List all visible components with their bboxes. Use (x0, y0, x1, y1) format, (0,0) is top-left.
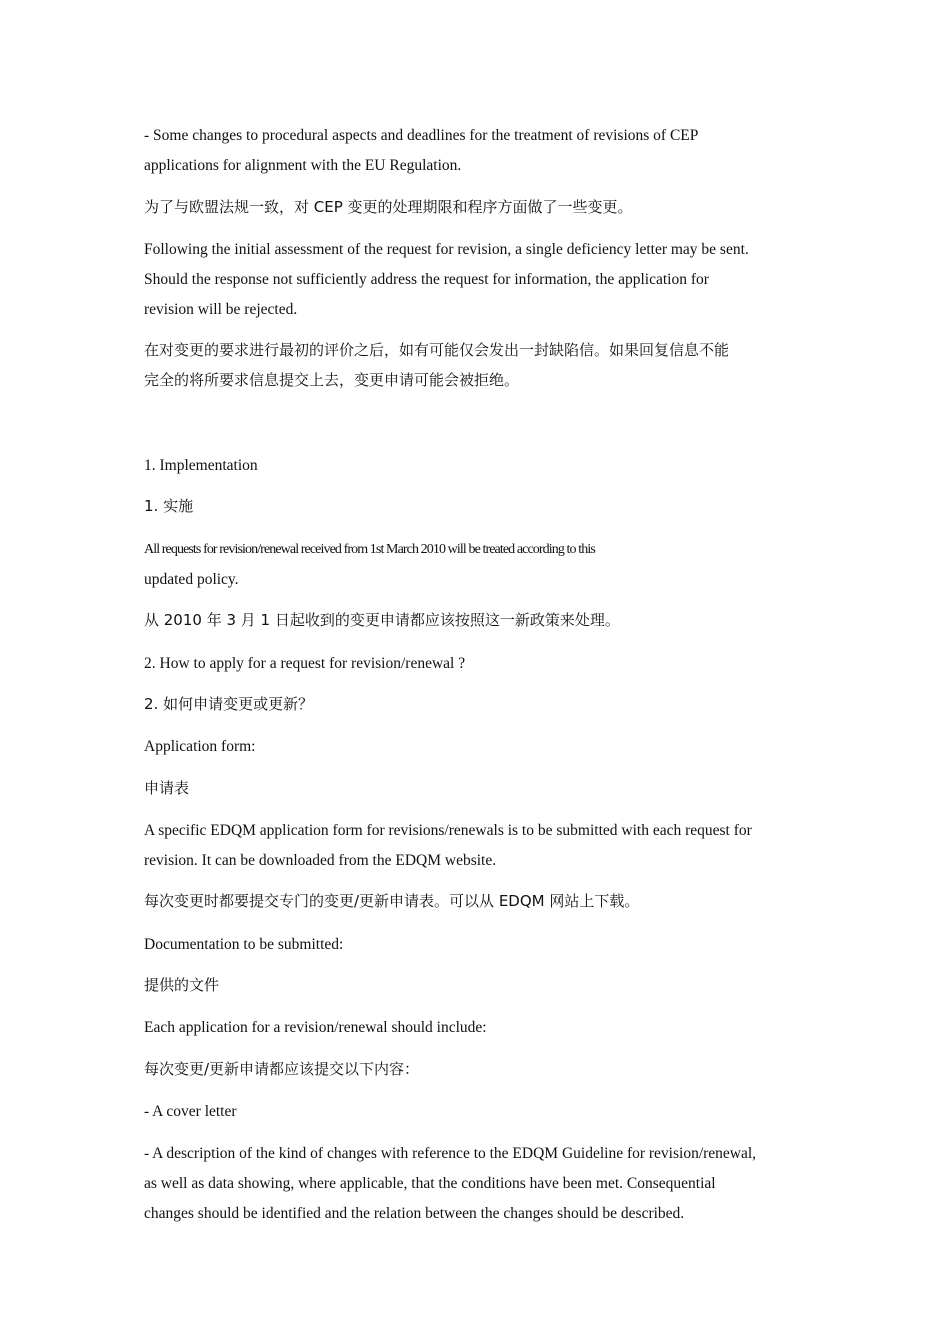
text-line: 每次变更时都要提交专门的变更/更新申请表。可以从 EDQM 网站上下载。 (144, 892, 640, 910)
paragraph-implementation-en (144, 535, 824, 595)
paragraph-deficiency-zh (144, 335, 824, 395)
paragraph-intro-en (144, 121, 824, 181)
text-line: 申请表 (144, 779, 190, 797)
text-line: revision. It can be downloaded from the EDQM website. (144, 852, 497, 869)
text-line: 为了与欧盟法规一致，对 CEP 变更的处理期限和程序方面做了一些变更。 (144, 198, 633, 216)
text-line: applications for alignment with the EU Regulation. (144, 157, 462, 174)
list-item-cover-letter (144, 1097, 824, 1127)
heading-how-to-en (144, 649, 824, 679)
text-line: 每次变更/更新申请都应该提交以下内容： (144, 1060, 420, 1078)
text-line: A specific EDQM application form for revisions/renewals is to be submitted with each request for (144, 822, 752, 839)
text-line: revision will be rejected. (144, 301, 298, 318)
text-line: 从 2010 年 3 月 1 日起收到的变更申请都应该按照这一新政策来处理。 (144, 611, 620, 629)
text-line: Each application for a revision/renewal should include: (144, 1019, 487, 1036)
heading-form-zh (144, 773, 824, 803)
heading-implementation-zh (144, 491, 824, 521)
text-line: - Some changes to procedural aspects and deadlines for the treatment of revisions of CEP (144, 127, 699, 144)
paragraph-form-zh (144, 886, 824, 916)
text-line: updated policy. (144, 571, 239, 588)
paragraph-deficiency-en (144, 235, 824, 325)
text-line: Should the response not sufficiently address the request for information, the application for (144, 271, 709, 288)
text-line: 提供的文件 (144, 976, 220, 994)
text-line: as well as data showing, where applicable, that the conditions have been met. Consequential (144, 1175, 716, 1192)
text-line: 1. 实施 (144, 497, 194, 515)
text-line: 2. How to apply for a request for revision/renewal ? (144, 655, 466, 672)
text-line: 在对变更的要求进行最初的评价之后，如有可能仅会发出一封缺陷信。如果回复信息不能 (144, 341, 730, 359)
heading-form-en (144, 732, 824, 762)
text-line: - A cover letter (144, 1103, 237, 1120)
heading-docs-zh (144, 970, 824, 1000)
heading-docs-en (144, 930, 824, 960)
text-line: - A description of the kind of changes with reference to the EDQM Guideline for revision/renewal, (144, 1145, 757, 1162)
text-line: All requests for revision/renewal received from 1st March 2010 will be treated according to this (144, 542, 595, 557)
text-line: Following the initial assessment of the request for revision, a single deficiency letter may be sent. (144, 241, 749, 258)
text-line: 2. 如何申请变更或更新？ (144, 695, 314, 713)
text-line: 1. Implementation (144, 457, 258, 474)
paragraph-include-zh (144, 1054, 824, 1084)
paragraph-form-en (144, 816, 824, 876)
paragraph-implementation-zh (144, 605, 824, 635)
list-item-description (144, 1139, 824, 1229)
heading-implementation-en (144, 451, 824, 481)
heading-how-to-zh (144, 689, 824, 719)
text-line: Documentation to be submitted: (144, 936, 344, 953)
text-line: 完全的将所要求信息提交上去，变更申请可能会被拒绝。 (144, 371, 520, 389)
paragraph-include-en (144, 1013, 824, 1043)
paragraph-intro-zh (144, 192, 824, 222)
text-line: changes should be identified and the relation between the changes should be described. (144, 1205, 685, 1222)
text-line: Application form: (144, 738, 256, 755)
